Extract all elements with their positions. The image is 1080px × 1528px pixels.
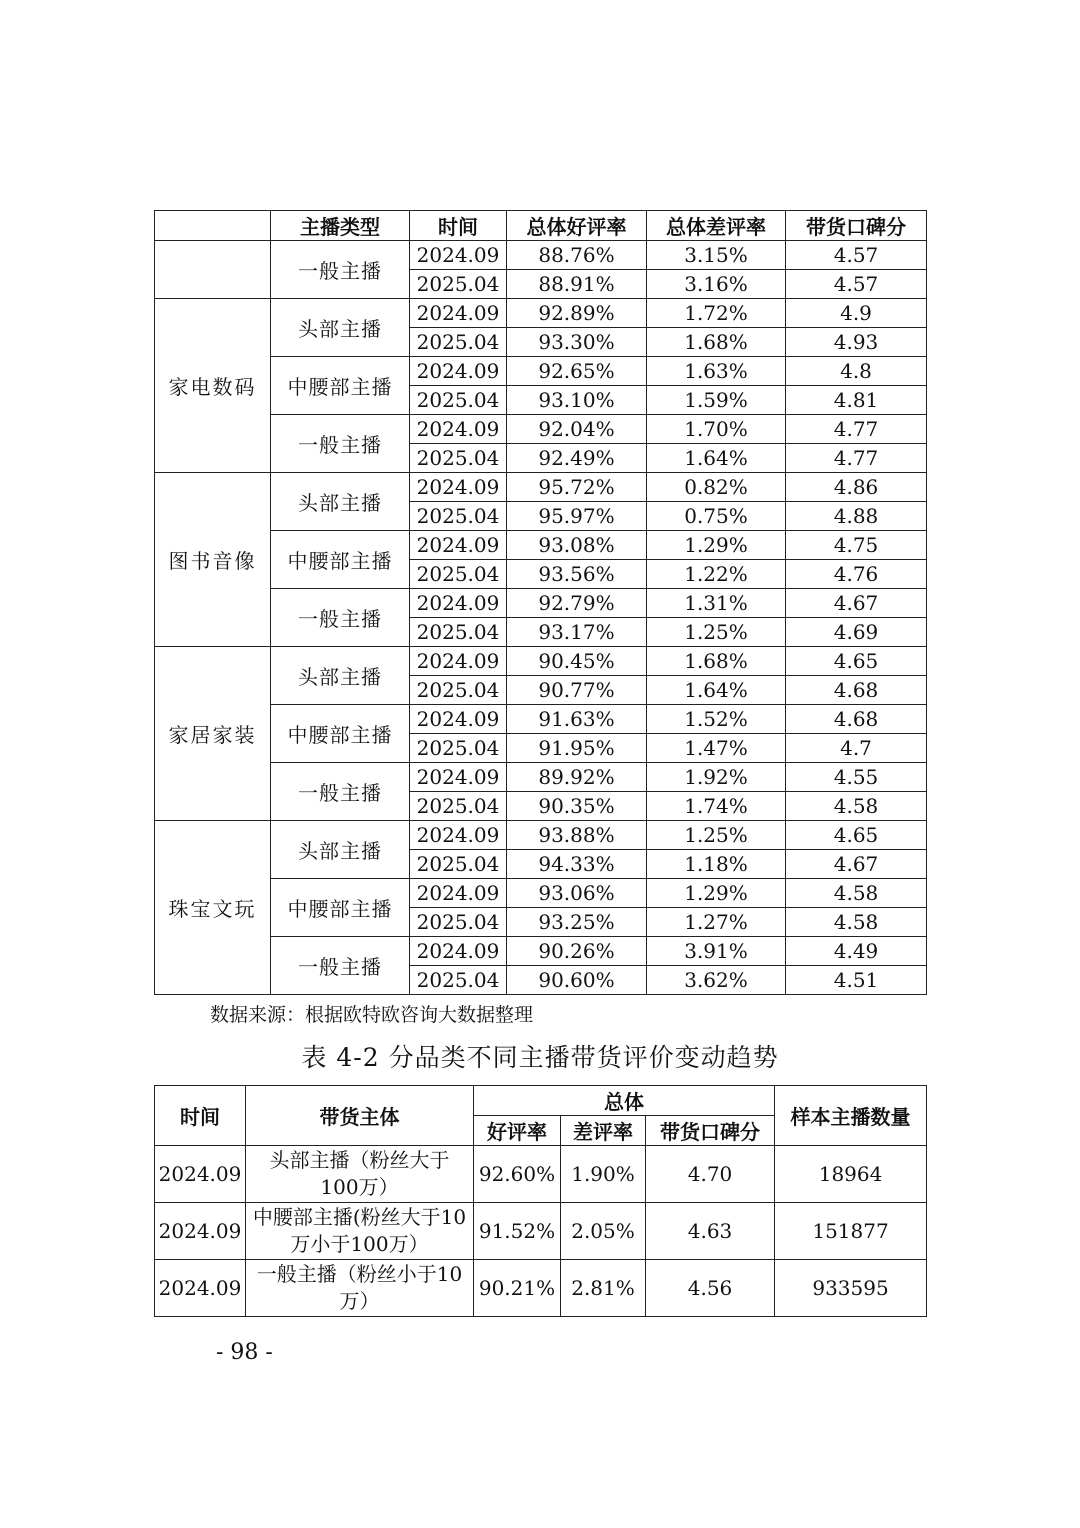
cell-good-rate: 92.60% [474,1146,561,1203]
cell-score: 4.57 [786,270,927,299]
cell-good-rate: 93.56% [507,560,647,589]
cell-time: 2024.09 [410,763,507,792]
cell-bad-rate: 1.22% [647,560,786,589]
table-row [155,763,927,792]
cell-score: 4.77 [786,444,927,473]
header-time: 时间 [410,211,507,241]
table-header-row [155,1086,927,1116]
cell-bad-rate: 1.63% [647,357,786,386]
cell-score: 4.69 [786,618,927,647]
cell-bad-rate: 3.91% [647,937,786,966]
header-score: 带货口碑分 [786,211,927,241]
cell-bad-rate: 1.31% [647,589,786,618]
cell-score: 4.57 [786,241,927,270]
cell-good-rate: 93.17% [507,618,647,647]
cell-good-rate: 92.04% [507,415,647,444]
header-anchor-type: 主播类型 [271,211,410,241]
cell-category: 图书音像 [155,473,271,647]
cell-bad-rate: 3.62% [647,966,786,995]
cell-anchor-type: 中腰部主播 [271,357,410,415]
cell-time: 2024.09 [410,357,507,386]
cell-bad-rate: 1.52% [647,705,786,734]
cell-good-rate: 90.21% [474,1260,561,1317]
table-row [155,705,927,734]
cell-score: 4.56 [646,1260,775,1317]
cell-score: 4.68 [786,676,927,705]
cell-good-rate: 91.95% [507,734,647,763]
cell-category: 家电数码 [155,299,271,473]
cell-subject: 头部主播（粉丝大于100万） [246,1146,474,1203]
cell-bad-rate: 3.16% [647,270,786,299]
cell-anchor-type: 一般主播 [271,589,410,647]
cell-good-rate: 90.35% [507,792,647,821]
anchor-rating-summary-table [154,1085,927,1317]
cell-score: 4.55 [786,763,927,792]
cell-bad-rate: 1.70% [647,415,786,444]
cell-score: 4.93 [786,328,927,357]
cell-good-rate: 88.91% [507,270,647,299]
cell-bad-rate: 1.25% [647,821,786,850]
cell-score: 4.63 [646,1203,775,1260]
cell-time: 2024.09 [410,415,507,444]
cell-good-rate: 95.97% [507,502,647,531]
cell-anchor-type: 中腰部主播 [271,531,410,589]
cell-bad-rate: 2.81% [561,1260,646,1317]
cell-score: 4.88 [786,502,927,531]
cell-bad-rate: 1.64% [647,444,786,473]
cell-score: 4.58 [786,879,927,908]
cell-bad-rate: 3.15% [647,241,786,270]
cell-bad-rate: 1.18% [647,850,786,879]
cell-good-rate: 93.25% [507,908,647,937]
cell-good-rate: 88.76% [507,241,647,270]
cell-anchor-type: 头部主播 [271,473,410,531]
cell-sample-count: 151877 [775,1203,927,1260]
cell-time: 2024.09 [155,1146,246,1203]
cell-anchor-type: 一般主播 [271,241,410,299]
cell-time: 2024.09 [410,299,507,328]
table-row [155,1146,927,1203]
table-row [155,937,927,966]
cell-time: 2025.04 [410,908,507,937]
table-row [155,415,927,444]
cell-anchor-type: 一般主播 [271,763,410,821]
cell-time: 2024.09 [410,241,507,270]
cell-score: 4.67 [786,850,927,879]
table-row [155,299,927,328]
cell-category: 家居家装 [155,647,271,821]
cell-score: 4.7 [786,734,927,763]
cell-time: 2025.04 [410,792,507,821]
header-time: 时间 [155,1086,246,1146]
header-overall: 总体 [474,1086,775,1116]
cell-bad-rate: 0.82% [647,473,786,502]
cell-bad-rate: 1.29% [647,879,786,908]
cell-time: 2025.04 [410,270,507,299]
cell-bad-rate: 1.64% [647,676,786,705]
cell-score: 4.8 [786,357,927,386]
cell-subject: 一般主播（粉丝小于10万） [246,1260,474,1317]
category-anchor-rating-table [154,210,927,995]
cell-time: 2024.09 [410,473,507,502]
cell-anchor-type: 一般主播 [271,415,410,473]
cell-time: 2025.04 [410,966,507,995]
cell-score: 4.76 [786,560,927,589]
cell-anchor-type: 一般主播 [271,937,410,995]
header-bad-rate: 总体差评率 [647,211,786,241]
cell-time: 2024.09 [410,531,507,560]
cell-score: 4.65 [786,647,927,676]
table-row [155,1260,927,1317]
header-good-rate: 好评率 [474,1116,561,1146]
cell-category [155,241,271,299]
cell-score: 4.68 [786,705,927,734]
cell-bad-rate: 1.68% [647,328,786,357]
cell-score: 4.51 [786,966,927,995]
cell-bad-rate: 1.68% [647,647,786,676]
cell-good-rate: 90.26% [507,937,647,966]
cell-bad-rate: 2.05% [561,1203,646,1260]
cell-time: 2025.04 [410,560,507,589]
table-row [155,357,927,386]
cell-good-rate: 90.60% [507,966,647,995]
cell-time: 2024.09 [410,705,507,734]
cell-time: 2025.04 [410,502,507,531]
table-row [155,647,927,676]
cell-bad-rate: 1.59% [647,386,786,415]
table-row [155,1203,927,1260]
cell-sample-count: 18964 [775,1146,927,1203]
page-number: - 98 - [216,1340,273,1365]
cell-good-rate: 92.49% [507,444,647,473]
cell-subject: 中腰部主播(粉丝大于10万小于100万） [246,1203,474,1260]
cell-bad-rate: 1.25% [647,618,786,647]
cell-anchor-type: 头部主播 [271,821,410,879]
cell-score: 4.77 [786,415,927,444]
cell-score: 4.49 [786,937,927,966]
cell-good-rate: 93.08% [507,531,647,560]
cell-score: 4.65 [786,821,927,850]
cell-bad-rate: 1.74% [647,792,786,821]
header-bad-rate: 差评率 [561,1116,646,1146]
cell-anchor-type: 中腰部主播 [271,879,410,937]
cell-good-rate: 93.06% [507,879,647,908]
cell-good-rate: 89.92% [507,763,647,792]
cell-good-rate: 91.63% [507,705,647,734]
cell-time: 2024.09 [410,937,507,966]
cell-bad-rate: 1.92% [647,763,786,792]
header-score: 带货口碑分 [646,1116,775,1146]
header-subject: 带货主体 [246,1086,474,1146]
cell-time: 2025.04 [410,444,507,473]
cell-anchor-type: 头部主播 [271,299,410,357]
cell-good-rate: 90.77% [507,676,647,705]
cell-category: 珠宝文玩 [155,821,271,995]
cell-good-rate: 92.89% [507,299,647,328]
cell-good-rate: 90.45% [507,647,647,676]
cell-good-rate: 92.65% [507,357,647,386]
cell-score: 4.75 [786,531,927,560]
cell-score: 4.70 [646,1146,775,1203]
cell-time: 2025.04 [410,386,507,415]
cell-time: 2025.04 [410,734,507,763]
table-row [155,879,927,908]
cell-time: 2024.09 [155,1203,246,1260]
cell-time: 2024.09 [410,589,507,618]
table-row [155,531,927,560]
table-row [155,473,927,502]
cell-time: 2024.09 [410,821,507,850]
cell-score: 4.58 [786,908,927,937]
table-row [155,589,927,618]
table-header-row [155,211,927,241]
cell-bad-rate: 1.29% [647,531,786,560]
cell-bad-rate: 1.72% [647,299,786,328]
cell-time: 2025.04 [410,850,507,879]
cell-sample-count: 933595 [775,1260,927,1317]
cell-good-rate: 95.72% [507,473,647,502]
data-source-note: 数据来源：根据欧特欧咨询大数据整理 [210,1004,534,1026]
cell-score: 4.81 [786,386,927,415]
cell-good-rate: 93.88% [507,821,647,850]
header-category [155,211,271,241]
header-good-rate: 总体好评率 [507,211,647,241]
cell-time: 2025.04 [410,618,507,647]
cell-bad-rate: 1.27% [647,908,786,937]
cell-good-rate: 93.10% [507,386,647,415]
cell-score: 4.86 [786,473,927,502]
cell-time: 2024.09 [410,647,507,676]
cell-time: 2025.04 [410,328,507,357]
cell-score: 4.67 [786,589,927,618]
cell-good-rate: 93.30% [507,328,647,357]
cell-good-rate: 91.52% [474,1203,561,1260]
cell-bad-rate: 1.90% [561,1146,646,1203]
cell-score: 4.9 [786,299,927,328]
cell-bad-rate: 1.47% [647,734,786,763]
cell-bad-rate: 0.75% [647,502,786,531]
cell-score: 4.58 [786,792,927,821]
cell-good-rate: 94.33% [507,850,647,879]
cell-time: 2024.09 [155,1260,246,1317]
cell-time: 2024.09 [410,879,507,908]
cell-anchor-type: 头部主播 [271,647,410,705]
cell-good-rate: 92.79% [507,589,647,618]
cell-anchor-type: 中腰部主播 [271,705,410,763]
cell-time: 2025.04 [410,676,507,705]
table-caption: 表 4-2 分品类不同主播带货评价变动趋势 [301,1043,779,1072]
table-row [155,241,927,270]
table-row [155,821,927,850]
header-sample-count: 样本主播数量 [775,1086,927,1146]
